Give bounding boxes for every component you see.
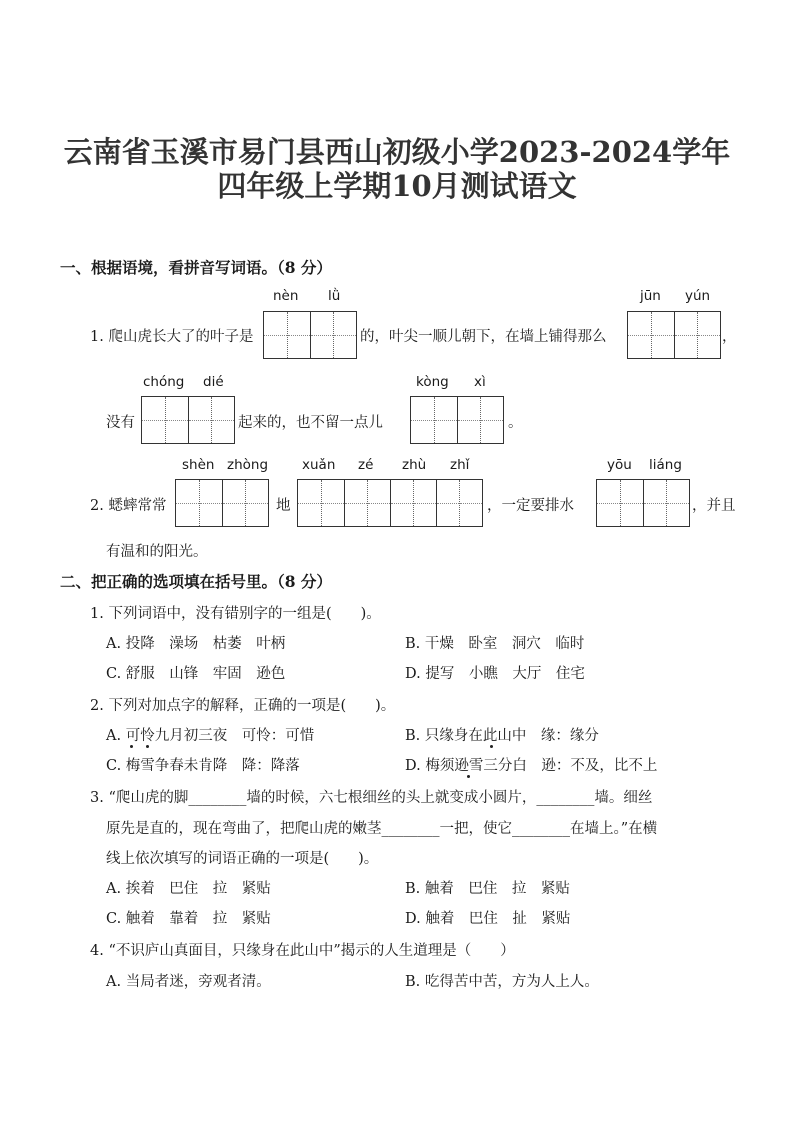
s2-q2-stem: 2. 下列对加点字的解释，正确的一项是( )。 [90,698,396,714]
s2-q1-option-a: A. 投降 澡场 枯萎 叶柄 [106,636,286,652]
pinyin-zhu: zhù [402,457,427,473]
pinyin-yun: yún [685,288,711,304]
pinyin-zhi: zhǐ [450,457,470,473]
page-title-line1: 云南省玉溪市易门县西山初级小学2023-2024学年 [63,135,731,169]
pinyin-you: yōu [607,457,632,473]
s2-q3-option-a: A. 挨着 巴住 拉 紧贴 [106,881,271,897]
s2-q3-line2: 原先是直的，现在弯曲了，把爬山虎的嫩茎________一把，使它________在墙上。”在横 [106,821,658,837]
pinyin-xi: xì [474,374,486,390]
s2-q3-option-b: B. 触着 巴住 拉 紧贴 [405,881,570,897]
answer-grid-xuanzezhuzhi[interactable] [297,479,483,527]
pinyin-liang: liáng [649,457,682,473]
pinyin-die: dié [203,374,224,390]
emphasis-dot [467,775,470,778]
page-title-line2: 四年级上学期10月测试语文 [217,169,577,203]
emphasis-dot [146,745,149,748]
s2-q1-option-c: C. 舒服 山锋 牢固 逊色 [106,666,286,682]
s1-q1-text-e: 起来的，也不留一点儿 [238,415,383,431]
s2-q2-option-d: D. 梅须逊雪三分白 逊：不及，比不上 [405,758,658,774]
s2-q3-option-c: C. 触着 靠着 拉 紧贴 [106,911,271,927]
s1-q2-text-e: 有温和的阳光。 [106,544,208,560]
answer-grid-youliang[interactable] [596,479,690,527]
pinyin-lv: lǜ [328,288,341,304]
emphasis-dot [490,745,493,748]
s2-q4-option-a: A. 当局者迷，旁观者清。 [106,974,271,990]
s2-q2-option-a: A. 可怜九月初三夜 可怜：可惜 [106,728,315,744]
pinyin-jun: jūn [640,288,661,304]
pinyin-zhong: zhòng [227,457,269,473]
pinyin-xuan: xuǎn [302,457,336,473]
s1-q1-text-d: 没有 [106,415,135,431]
s2-q2-option-b: B. 只缘身在此山中 缘：缘分 [405,728,599,744]
s1-q2-text-d: ，并且 [692,498,736,514]
s2-q1-option-b: B. 干燥 卧室 洞穴 临时 [405,636,585,652]
answer-grid-nenlv[interactable] [263,311,357,359]
answer-grid-chongdie[interactable] [141,396,235,444]
pinyin-ze: zé [358,457,374,473]
s2-q4-stem: 4. “不识庐山真面目，只缘身在此山中”揭示的人生道理是（ ） [90,943,515,959]
emphasis-dot [130,745,133,748]
s2-q3-line1: 3. “爬山虎的脚________墙的时候，六七根细丝的头上就变成小圆片，________墙。细丝 [90,790,653,806]
answer-grid-kongxi[interactable] [410,396,504,444]
pinyin-nen: nèn [273,288,299,304]
answer-grid-junyun[interactable] [627,311,721,359]
s1-q1-text-a: 1. 爬山虎长大了的叶子是 [90,329,254,345]
s2-q3-line3: 线上依次填写的词语正确的一项是( )。 [106,851,379,867]
pinyin-shen: shèn [182,457,215,473]
section2-heading: 二、把正确的选项填在括号里。（8 分） [60,572,332,591]
s2-q2-option-c: C. 梅雪争春未肯降 降：降落 [106,758,300,774]
s1-q2-text-a: 2. 蟋蟀常常 [90,498,167,514]
section1-heading: 一、根据语境，看拼音写词语。（8 分） [60,258,332,277]
pinyin-kong: kòng [416,374,449,390]
s2-q1-stem: 1. 下列词语中，没有错别字的一组是( )。 [90,606,381,622]
s1-q1-text-c: ， [722,329,737,345]
s1-q2-text-b: 地 [276,498,291,514]
s1-q2-text-c: ，一定要排水 [487,498,574,514]
s2-q4-option-b: B. 吃得苦中苦，方为人上人。 [405,974,599,990]
s2-q1-option-d: D. 提写 小瞧 大厅 住宅 [405,666,585,682]
pinyin-chong: chóng [143,374,185,390]
s2-q3-option-d: D. 触着 巴住 扯 紧贴 [405,911,571,927]
answer-grid-shenzhong[interactable] [175,479,269,527]
s1-q1-text-f: 。 [508,415,523,431]
s1-q1-text-b: 的，叶尖一顺儿朝下，在墙上铺得那么 [360,329,607,345]
